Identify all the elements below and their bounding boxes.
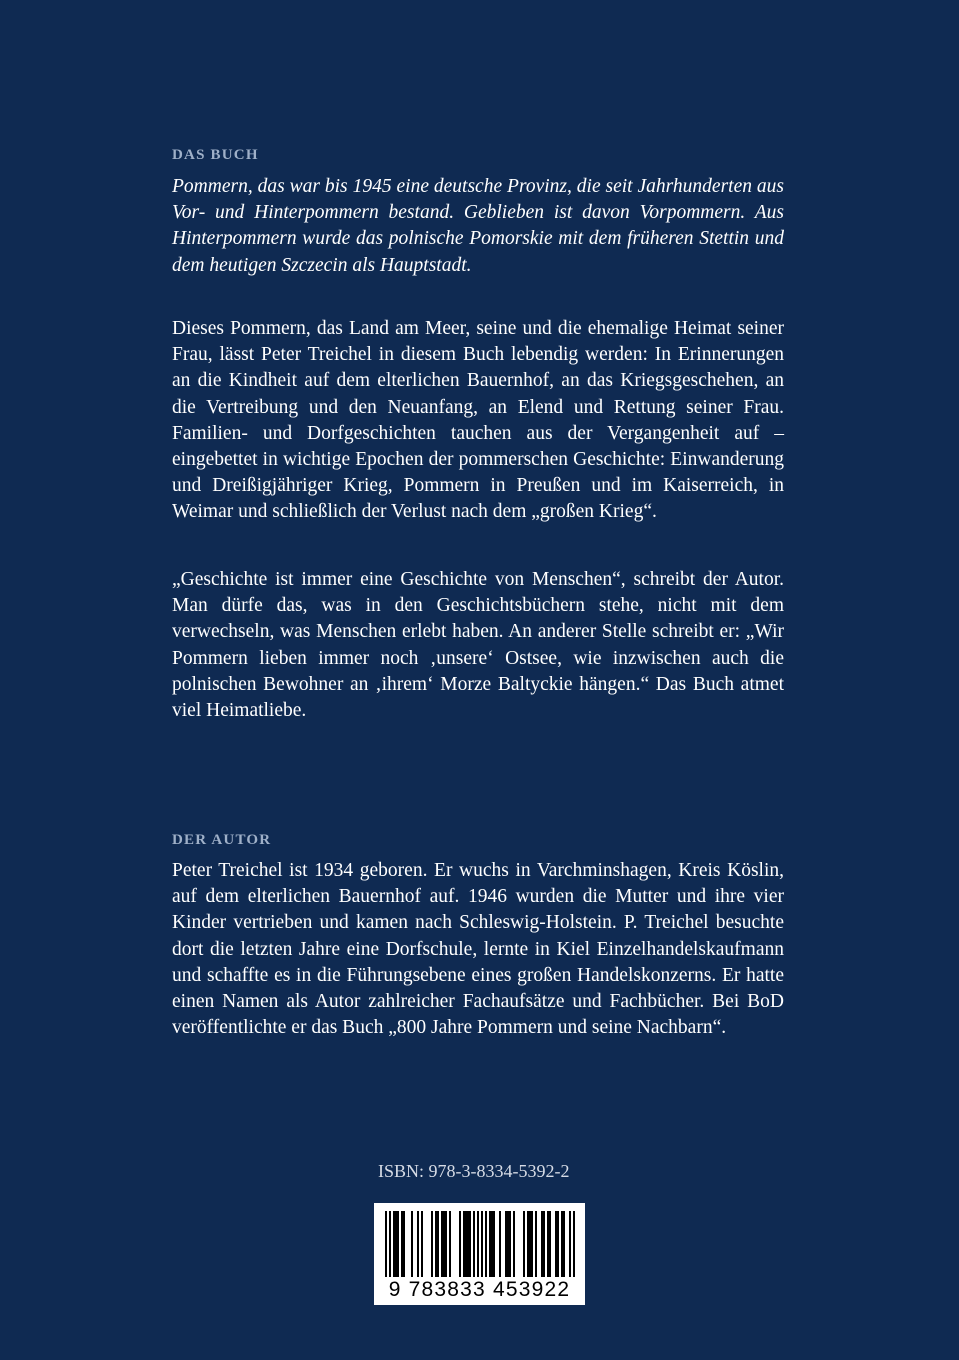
barcode-bar [541,1211,543,1277]
barcode-bar [561,1211,563,1277]
barcode-digits: 9 783833 453922 [388,1278,571,1301]
barcode-bar [411,1211,413,1277]
barcode-bar [395,1211,397,1277]
barcode-bar [441,1211,443,1277]
barcode-bar [397,1211,399,1277]
barcode-bar [389,1211,391,1277]
barcode-bar [513,1211,515,1277]
barcode-bar [469,1211,471,1277]
barcode-bar [467,1211,469,1277]
barcode-bar [527,1211,529,1277]
barcode-bar [431,1211,433,1277]
barcode-bar [485,1211,487,1277]
barcode-bar [385,1211,387,1277]
barcode-bar [509,1211,511,1277]
barcode-bar [547,1211,549,1277]
barcode-bar [473,1211,475,1277]
barcode-bar [437,1211,439,1277]
barcode-bar [557,1211,559,1277]
barcode-bar [491,1211,493,1277]
barcode-bar [449,1211,451,1277]
author-bio-paragraph: Peter Treichel ist 1934 geboren. Er wuchs in Varchminshagen, Kreis Köslin, auf dem elterlichen Bauernhof auf. 1946 wurden die Mutter und ihre vier Kinder vertrieben und kamen nach Schleswig-Holstein. P. Treichel besuchte dort die letzten Jahre eine Dorfschule, lernte in Kiel Einzelhandelskaufmann und schaffte es in die Führungsebene eines großen Handelskonzerns. Er hatte einen Namen als Autor zahlreicher Fachaufsätze und Fachbücher. Bei BoD veröffentlichte er das Buch „800 Jahre Pommern und seine Nachbarn“. [172,860,784,1039]
barcode-bar [543,1211,545,1277]
barcode-bar [445,1211,447,1277]
barcode-bar [569,1211,571,1277]
barcode-bar [563,1211,565,1277]
barcode-bar [529,1211,531,1277]
barcode-bar [499,1211,501,1277]
barcode-bar [403,1211,405,1277]
barcode-bar [505,1211,507,1277]
barcode-bar [549,1211,551,1277]
barcode-bar [401,1211,403,1277]
section-heading-book: DAS BUCH [172,147,259,163]
barcode-bar [463,1211,465,1277]
barcode-bar [481,1211,483,1277]
barcode-bar [535,1211,537,1277]
barcode-bar [393,1211,395,1277]
barcode-bar [555,1211,557,1277]
barcode-bar [477,1211,479,1277]
book-quote-paragraph: „Geschichte ist immer eine Geschichte von Menschen“, schreibt der Autor. Man dürfe das, was in den Geschichtsbüchern stehe, nicht mit dem verwechseln, was Menschen erlebt haben. An anderer Stelle schreibt er: „Wir Pommern lieben immer noch ‚unsere‘ Ostsee, wie inzwischen auch die polnischen Bewohner an ‚ihrem‘ Morze Baltyckie hängen.“ Das Buch atmet viel Heimatliebe. [172,569,784,722]
barcode-bar [507,1211,509,1277]
book-description-paragraph: Dieses Pommern, das Land am Meer, seine und die ehemalige Heimat seiner Frau, lässt Peter Treichel in diesem Buch lebendig werden: In Erinnerungen an die Kindheit auf dem elterlichen Bauernhof, an das Kriegsgeschehen, an die Vertreibung und den Neuanfang, an Elend und Rettung seiner Frau. Familien- und Dorfgeschichten tauchen aus der Vergangenheit auf – eingebettet in wichtige Epochen der pommerschen Geschichte: Einwanderung und Dreißigjähriger Krieg, Pommern in Preußen und im Kaiserreich, in Weimar und schließlich der Verlust nach dem „großen Krieg“. [172,318,784,523]
barcode-bars [374,1203,585,1279]
barcode [374,1203,585,1305]
barcode-bar [465,1211,467,1277]
barcode-bar [531,1211,533,1277]
barcode-bar [421,1211,423,1277]
barcode-bar [493,1211,495,1277]
section-heading-author: DER AUTOR [172,832,272,848]
barcode-bar [523,1211,525,1277]
barcode-bar [489,1211,491,1277]
barcode-bar [417,1211,419,1277]
barcode-bar [443,1211,445,1277]
isbn-label: ISBN: 978-3-8334-5392-2 [378,1161,570,1181]
book-intro-paragraph: Pommern, das war bis 1945 eine deutsche Provinz, die seit Jahrhunderten aus Vor- und Hinterpommern bestand. Geblieben ist davon Vorpommern. Aus Hinterpommern wurde das polnische Pomorskie mit dem früheren Stettin und dem heutigen Szczecin als Hauptstadt. [172,176,784,276]
barcode-bar [573,1211,575,1277]
barcode-bar [435,1211,437,1277]
barcode-bar [459,1211,461,1277]
